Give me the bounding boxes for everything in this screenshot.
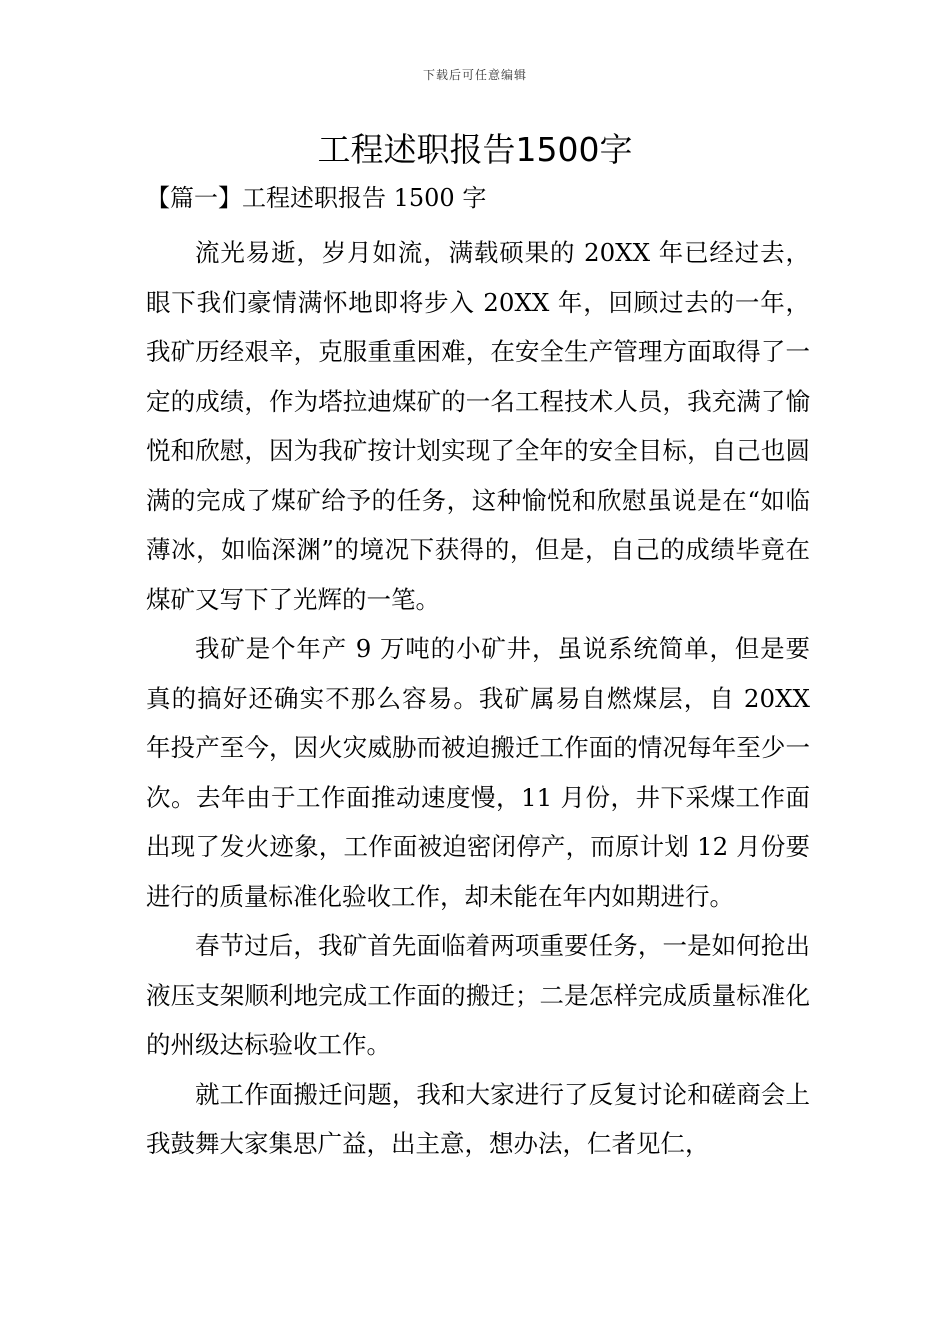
paragraph-3: 春节过后，我矿首先面临着两项重要任务，一是如何抢出液压支架顺利地完成工作面的搬迁；二是怎样完成质量标准化的州级达标验收工作。 xyxy=(146,931,810,1059)
paragraph-1: 流光易逝，岁月如流，满载硕果的 20XX 年已经过去，眼下我们豪情满怀地即将步入 20XX 年，回顾过去的一年，我矿历经艰辛，克服重重困难，在安全生产管理方面取得了一定的成绩，作为塔拉迪煤矿的一名工程技术人员，我充满了愉悦和欣慰，因为我矿按计划实现了全年的安全目标，自己也圆满的完成了煤矿给予的任务，这种愉悦和欣慰虽说是在“如临薄冰，如临深渊”的境况下获得的，但是，自己的成绩毕竟在煤矿又写下了光辉的一笔。 xyxy=(146,238,810,614)
paragraph-2: 我矿是个年产 9 万吨的小矿井，虽说系统简单，但是要真的搞好还确实不那么容易。我矿属易自燃煤层，自 20XX 年投产至今，因火灾威胁而被迫搬迁工作面的情况每年至少一次。去年由于工作面推动速度慢，11 月份，井下采煤工作面出现了发火迹象，工作面被迫密闭停产，而原计划 12 月份要进行的质量标准化验收工作，却未能在年内如期进行。 xyxy=(146,634,810,911)
header-note: 下载后可任意编辑 xyxy=(422,68,527,82)
document-title: 工程述职报告1500字 xyxy=(317,130,633,169)
document-body xyxy=(146,228,810,1169)
section-heading: 【篇一】工程述职报告 1500 字 xyxy=(146,184,487,212)
paragraph-4: 就工作面搬迁问题，我和大家进行了反复讨论和磋商会上我鼓舞大家集思广益，出主意，想办法，仁者见仁， xyxy=(146,1079,810,1158)
